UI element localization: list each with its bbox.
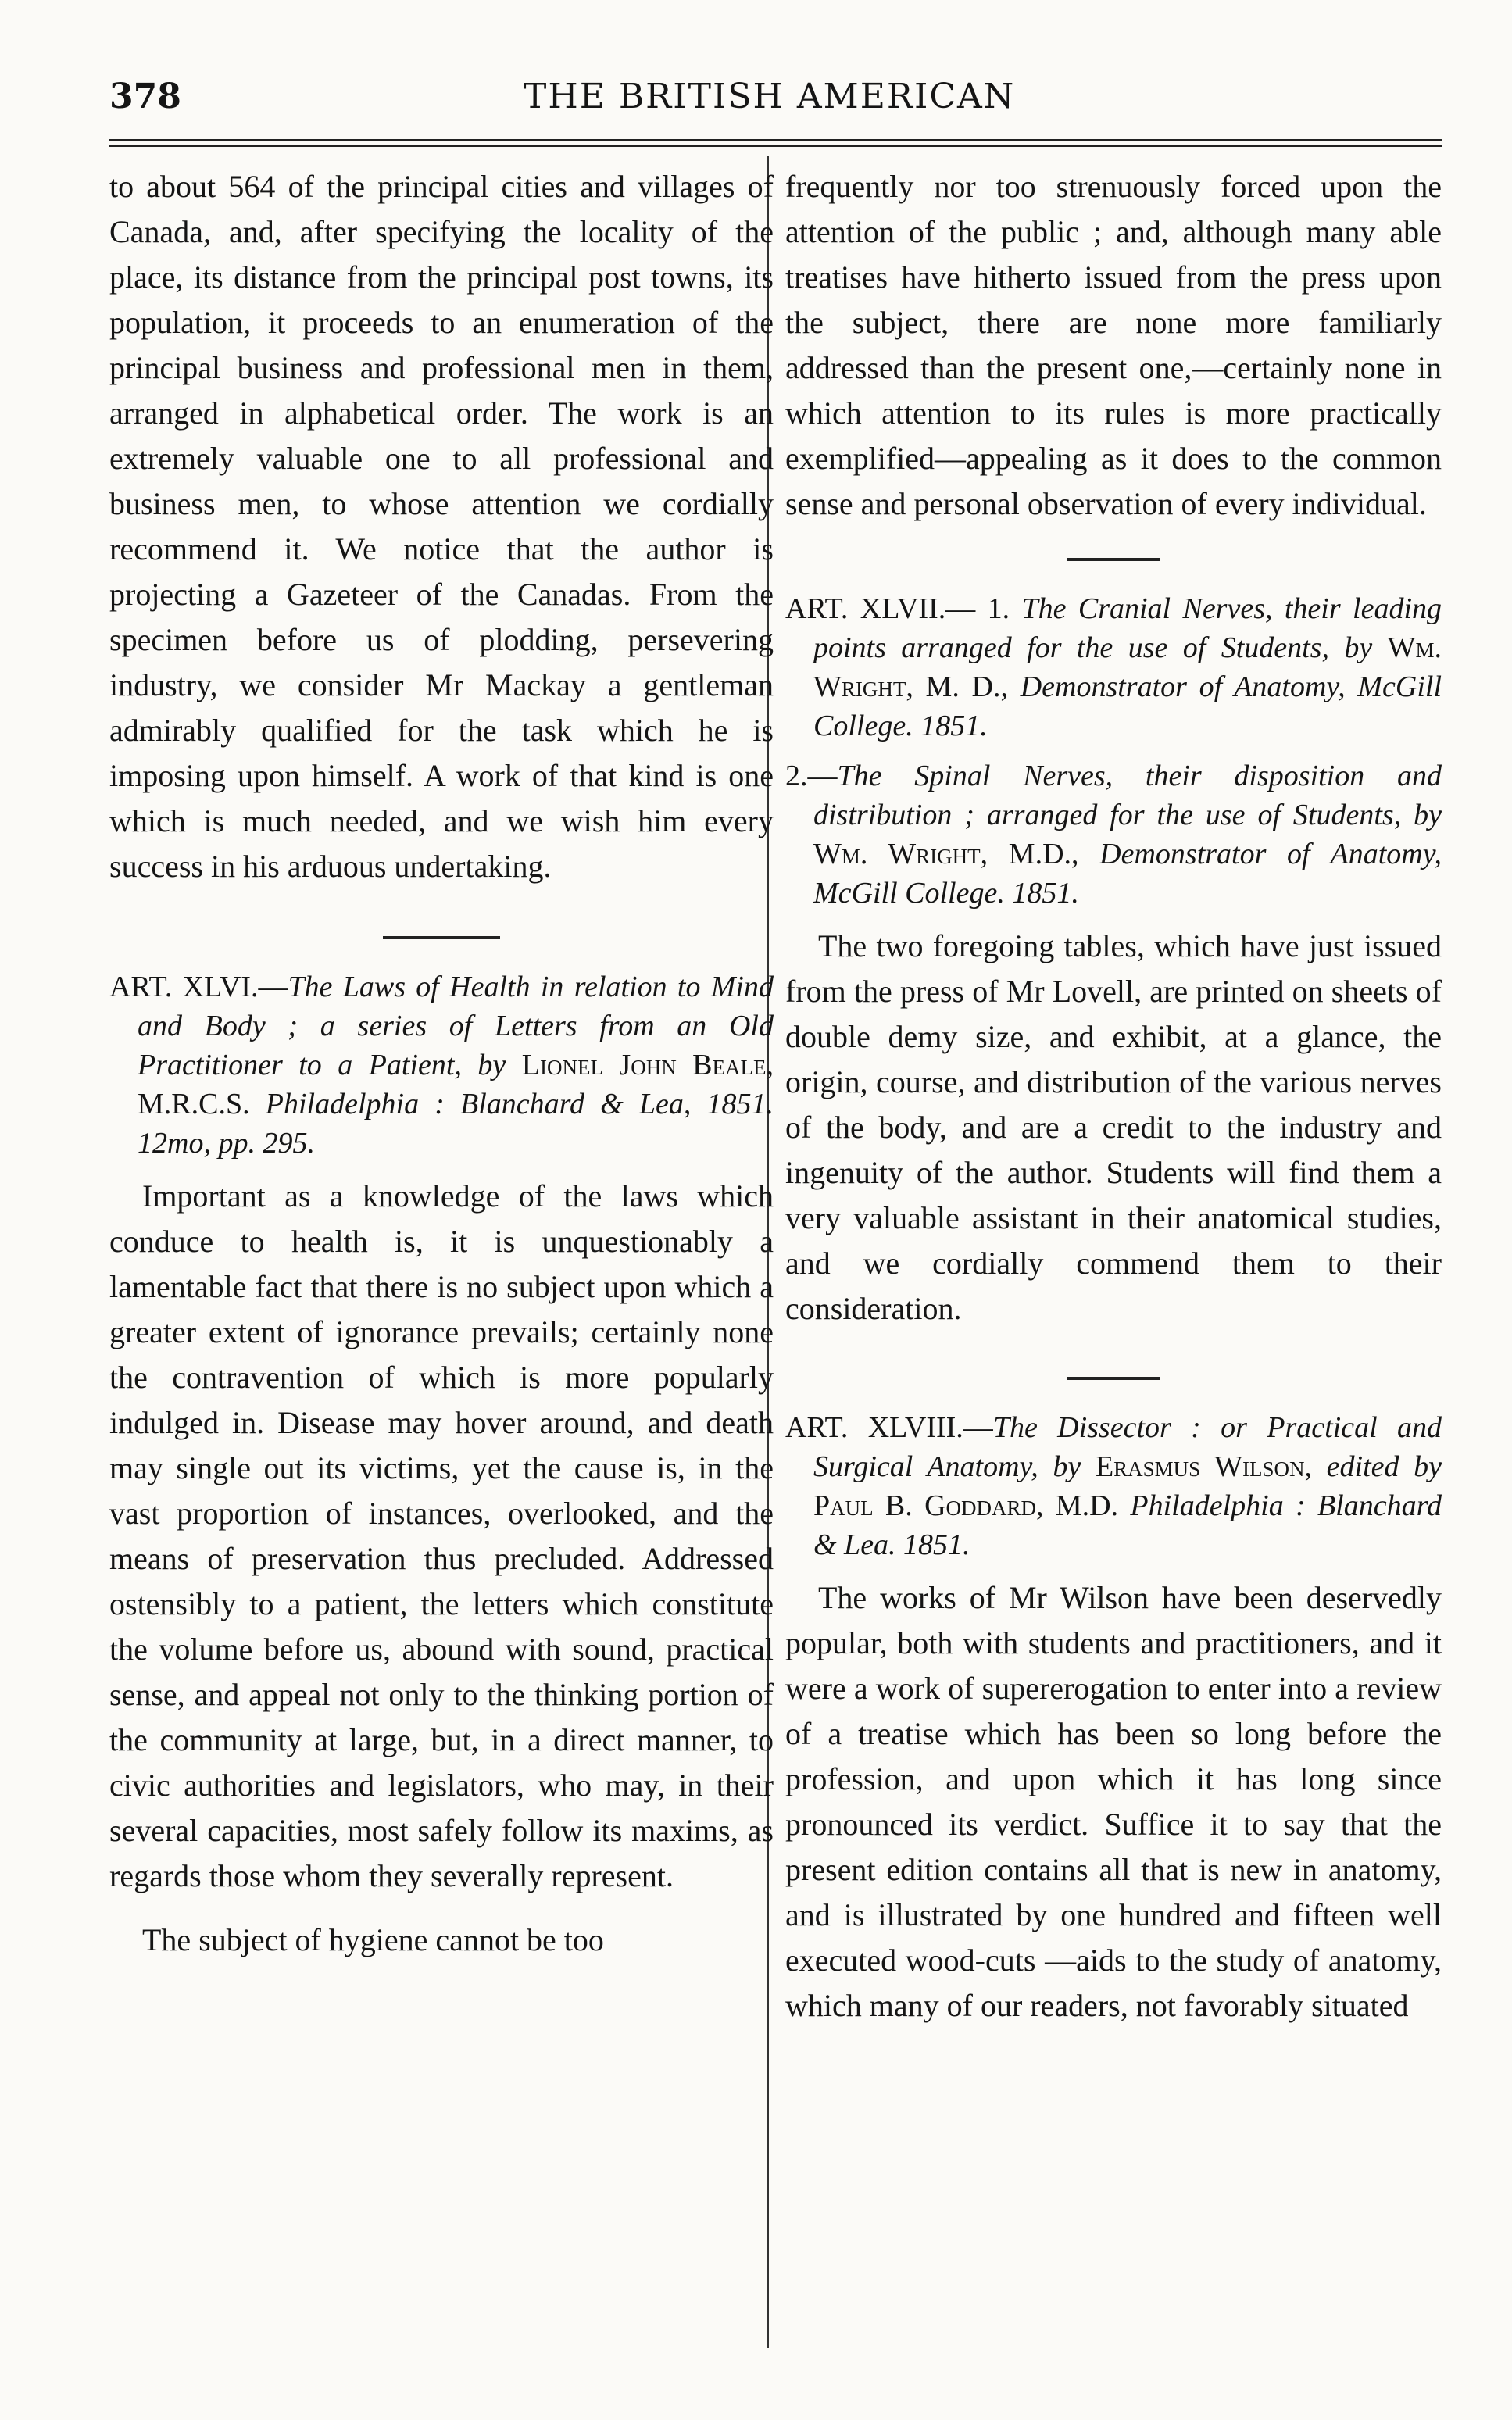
left-column bbox=[109, 164, 774, 1963]
spacer bbox=[109, 1163, 774, 1174]
section-separator bbox=[1067, 558, 1160, 561]
article-48-number: ART. XLVIII.— bbox=[785, 1411, 993, 1444]
article-48-title: The Dissector : or Practical and Surgical Anatomy, by bbox=[813, 1411, 1442, 1483]
article-47-2-title: The Spinal Nerves, their disposition and distribution ; arranged for the use of Students, by bbox=[813, 760, 1442, 831]
article-47-2-number: 2.— bbox=[785, 760, 838, 792]
article-48-heading bbox=[785, 1408, 1442, 1564]
right-column bbox=[785, 164, 1442, 2029]
running-head: THE BRITISH AMERICAN bbox=[524, 77, 1016, 116]
spacer bbox=[785, 1564, 1442, 1575]
article-47-heading bbox=[785, 589, 1442, 745]
article-46-title: The Laws of Health in relation to Mind and Body ; a series of Letters from an Old Practitioner to a Patient, by bbox=[138, 971, 774, 1081]
article-46-paragraph-1: Important as a knowledge of the laws which conduce to health is, it is unquestionably a lamentable fact that there is no subject upon which a greater extent of ignorance prevails; certainly none the contravention of which is more popularly indulged in. Disease may hover around, and death may single out its victims, yet the cause is, in the vast proportion of instances, overlooked, and the means of preservation thus precluded. Addressed ostensibly to a patient, the letters which constitute the volume before us, abound with sound, practical sense, and appeal not only to the thinking portion of the community at large, but, in a direct manner, to civic authorities and legislators, who may, in their several capacities, most safely follow its maxims, as regards those whom they severally represent. bbox=[109, 1178, 774, 1893]
article-47-paragraph: The two foregoing tables, which have just issued from the press of Mr Lovell, are printed on sheets of double demy size, and exhibit, at a glance, the origin, course, and distribution of the various nerves of the body, and are a credit to the industry and ingenuity of the author. Students will find them a very valuable assistant in their anatomical studies, and we cordially commend them to their consideration. bbox=[785, 928, 1442, 1326]
section-separator bbox=[1067, 1377, 1160, 1380]
article-47-2-imprint: Demonstrator of Anatomy, McGill College. 1851. bbox=[813, 838, 1442, 910]
article-46-heading bbox=[109, 967, 774, 1163]
article-48-editor-phrase: edited by bbox=[1326, 1450, 1442, 1483]
article-47-title: The Cranial Nerves, their leading points arranged for the use of Students, by bbox=[813, 592, 1442, 664]
article-47-2-author: Wm. Wright, M.D., bbox=[813, 838, 1079, 870]
article-48-imprint: Philadelphia : Blanchard & Lea. 1851. bbox=[813, 1489, 1442, 1561]
article-48-paragraph: The works of Mr Wilson have been deservedly popular, both with students and practitioners, and it were a work of supererogation to enter into a review of a treatise which has been so long before the profession, and upon which it has long since pronounced its verdict. Suffice it to say that the present edition contains all that is new in anatomy, and is illustrated by one hundred and fifteen well executed wood-cuts —aids to the study of anatomy, which many of our readers, not favorably situated bbox=[785, 1580, 1442, 2023]
article-46-author: Lionel John Beale, M.R.C.S. bbox=[138, 1049, 774, 1121]
header-rule-bottom bbox=[109, 145, 1442, 147]
article-47-2-heading bbox=[785, 756, 1442, 913]
article-46-number: ART. XLVI.— bbox=[109, 971, 288, 1003]
header-rule-top bbox=[109, 139, 1442, 141]
article-48-author: Erasmus Wilson, bbox=[1095, 1450, 1313, 1483]
page-number: 378 bbox=[109, 77, 181, 116]
spacer bbox=[785, 745, 1442, 756]
left-para-continued: to about 564 of the principal cities and villages of Canada, and, after specifying the locality of the place, its distance from the principal post towns, its population, it proceeds to an enumeration of the principal business and professional men in them, arranged in alphabetical order. The work is an extremely valuable one to all professional and business men, to whose attention we cordially recommend it. We notice that the author is projecting a Gazeteer of the Canadas. From the specimen before us of plodding, persevering industry, we consider Mr Mackay a gentleman admirably qualified for the task which he is imposing upon himself. A work of that kind is one which is much needed, and we wish him every success in his arduous undertaking. bbox=[109, 169, 774, 884]
spacer bbox=[785, 913, 1442, 924]
article-47-author: Wm. Wright, M. D., bbox=[813, 631, 1442, 703]
article-47-imprint: Demonstrator of Anatomy, McGill College. 1851. bbox=[813, 670, 1442, 742]
article-48-editor: Paul B. Goddard, M.D. bbox=[813, 1489, 1119, 1522]
article-47-number: ART. XLVII.— 1. bbox=[785, 592, 1010, 625]
section-separator bbox=[383, 936, 500, 939]
article-46-paragraph-2: The subject of hygiene cannot be too bbox=[142, 1922, 604, 1957]
article-46-imprint: Philadelphia : Blanchard & Lea, 1851. 12mo, pp. 295. bbox=[138, 1088, 774, 1160]
right-para-continued: frequently nor too strenuously forced upon the attention of the public ; and, although many able treatises have hitherto issued from the press upon the subject, there are none more familiarly addressed than the present one,—certainly none in which attention to its rules is more practically exemplified—appealing as it does to the common sense and personal observation of every individual. bbox=[785, 169, 1442, 521]
page-header bbox=[109, 77, 1442, 131]
